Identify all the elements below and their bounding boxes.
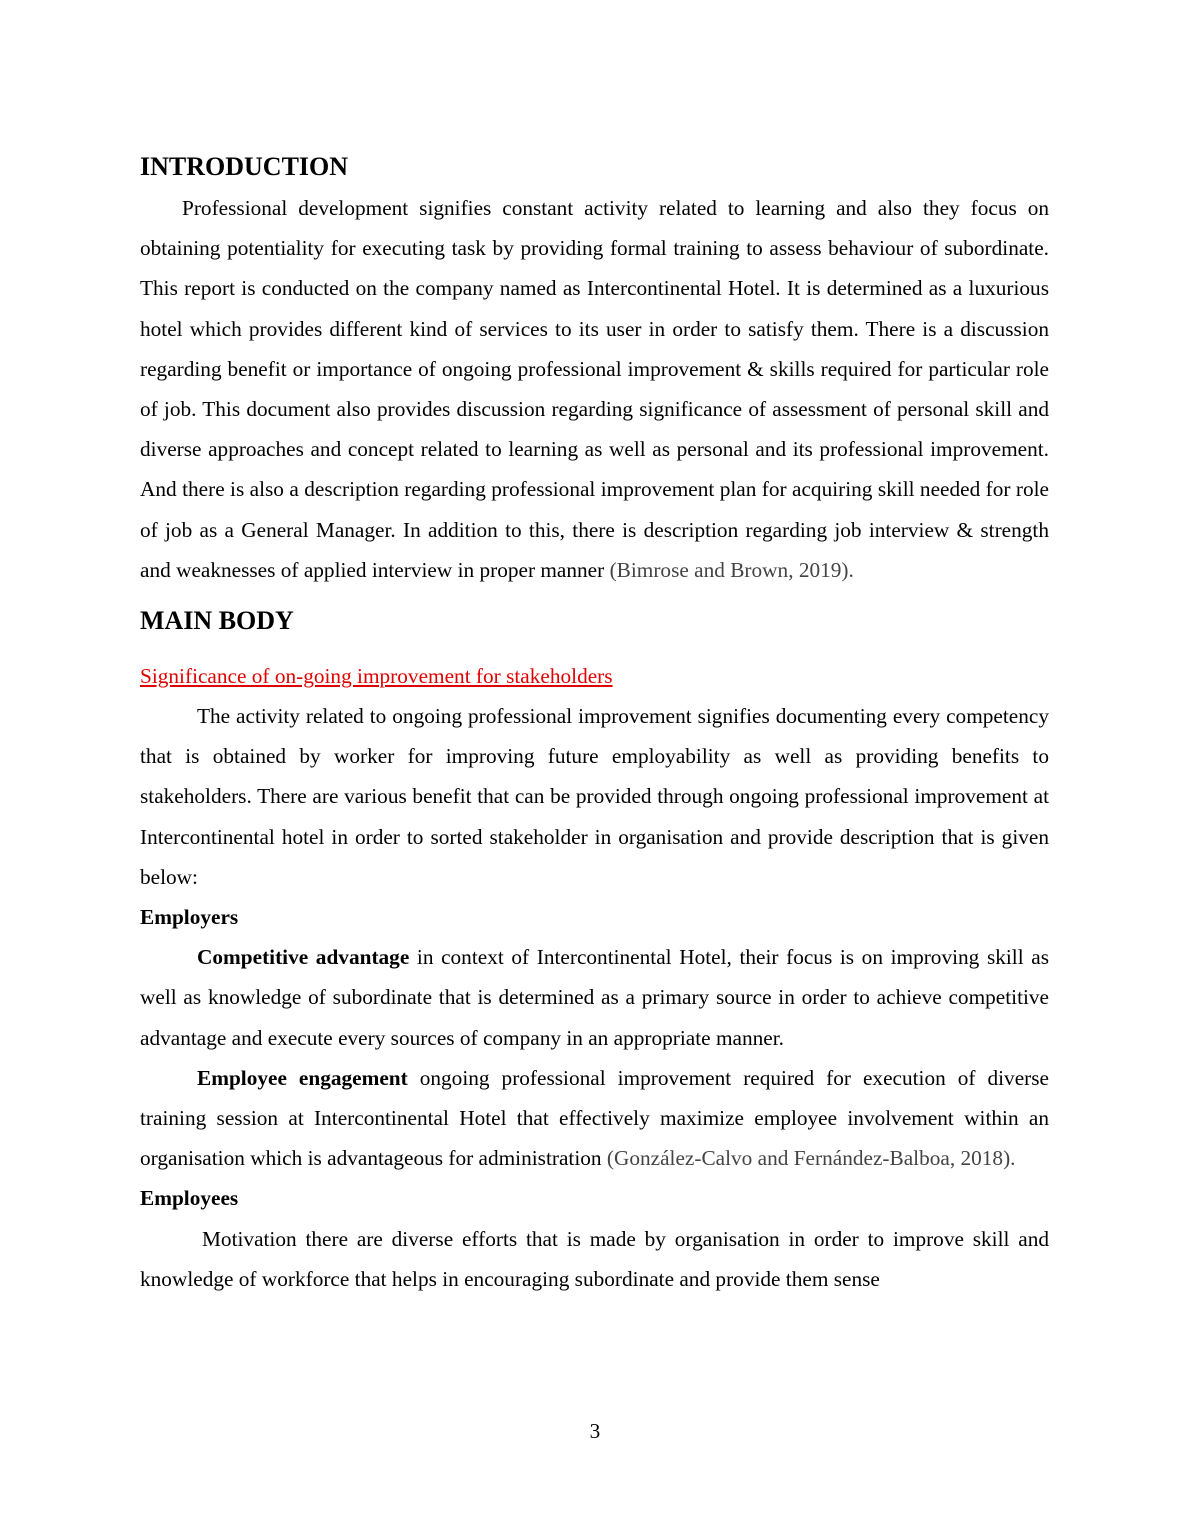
page-number: 3 xyxy=(589,1419,601,1443)
employees-label: Employees xyxy=(140,1186,239,1211)
main-body-heading: MAIN BODY xyxy=(140,606,294,636)
competitive-advantage-paragraph xyxy=(140,937,1049,1058)
employee-engagement-paragraph xyxy=(140,1058,1049,1179)
employee-engagement-citation: (González-Calvo and Fernández-Balboa, 2018). xyxy=(606,1146,1016,1171)
document-page xyxy=(140,148,1049,1299)
employers-label: Employers xyxy=(140,905,239,930)
stakeholders-paragraph: The activity related to ongoing professional improvement signifies documenting every competency that is obtained by worker for improving future employability as well as providing benefits to stakeholders. There are various benefit that can be provided through ongoing professional improvement at Intercontinental hotel in order to sorted stakeholder in organisation and provide description that is given below: xyxy=(140,704,1049,889)
employee-engagement-term: Employee engagement xyxy=(197,1065,408,1090)
introduction-text: Professional development signifies constant activity related to learning and also they focus on obtaining potentiality for executing task by providing formal training to assess behaviour of subordinate. This report is conducted on the company named as Intercontinental Hotel. It is determined as a luxurious hotel which provides different kind of services to its user in order to satisfy them. There is a discussion regarding benefit or importance of ongoing professional improvement & skills required for particular role of job. This document also provides discussion regarding significance of assessment of personal skill and diverse approaches and concept related to learning as well as personal and its professional improvement. And there is also a description regarding professional improvement plan for acquiring skill needed for role of job as a General Manager. In addition to this, there is description regarding job interview & strength and weaknesses of applied interview in proper manner xyxy=(140,196,1049,582)
stakeholders-subheading: Significance of on-going improvement for stakeholders xyxy=(140,664,613,689)
introduction-heading: INTRODUCTION xyxy=(140,152,349,181)
introduction-paragraph xyxy=(140,188,1049,590)
competitive-advantage-text: in context of Intercontinental Hotel, their focus is on improving skill as well as knowledge of subordinate that is determined as a primary source in order to achieve competitive advantage and execute every sources of company in an appropriate manner. xyxy=(140,945,1049,1050)
introduction-citation: (Bimrose and Brown, 2019). xyxy=(609,557,854,582)
employee-engagement-text: ongoing professional improvement required for execution of diverse training session at Intercontinental Hotel that effectively maximize employee involvement within an organisation which is advantageous for administration xyxy=(140,1065,1049,1171)
motivation-paragraph: Motivation there are diverse efforts that is made by organisation in order to improve skill and knowledge of workforce that helps in encouraging subordinate and provide them sense xyxy=(140,1226,1049,1291)
competitive-advantage-term: Competitive advantage xyxy=(197,945,410,970)
